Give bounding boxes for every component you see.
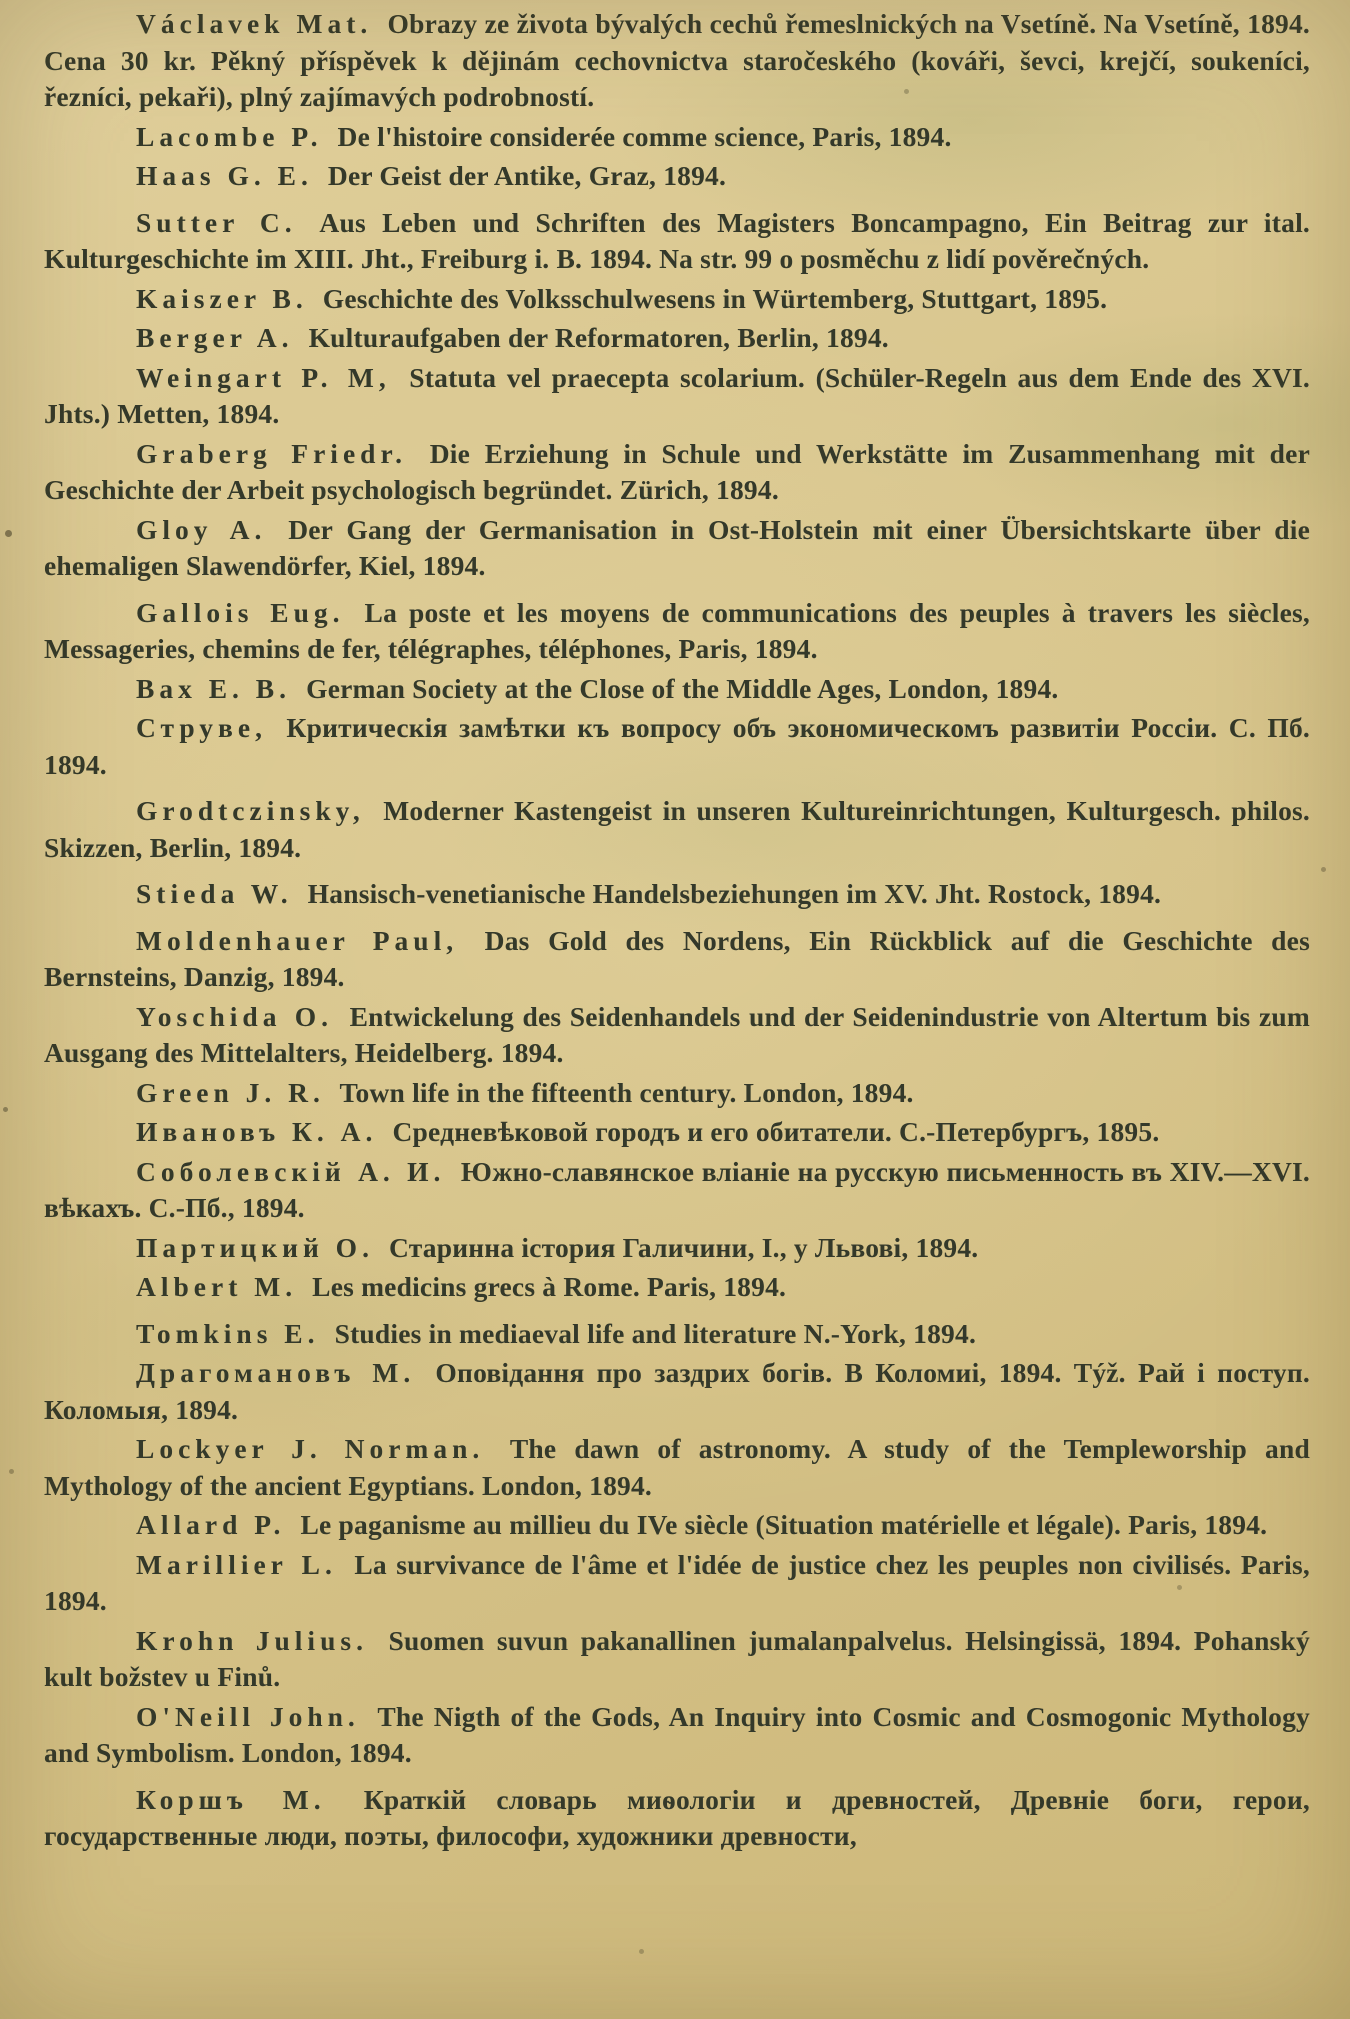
bibliography-entry <box>44 595 1310 668</box>
bibliography-entry <box>44 360 1310 433</box>
bibliography-entry <box>44 6 1310 116</box>
entry-text: Критическія замѣтки къ вопросу объ экономическомъ развитіи Россіи. С. Пб. 1894. <box>44 712 1310 780</box>
bibliography-entry <box>44 205 1310 278</box>
entry-author: Струве, <box>136 712 267 743</box>
entry-author: Драгомановъ М. <box>136 1357 416 1388</box>
bibliography-entry <box>44 671 1310 708</box>
entry-author: Gloy A. <box>136 513 267 545</box>
entry-author: Lockyer J. Norman. <box>136 1433 485 1464</box>
entry-text: The Nigth of the Gods, An Inquiry into Cosmic and Cosmogonic Mythology and Symbolism. London, 1894. <box>44 1700 1311 1768</box>
entry-text: Старинна істория Галичини, I., у Львові, 1894. <box>381 1231 979 1263</box>
bibliography-entry <box>44 1355 1310 1428</box>
entry-author: Kaiszer B. <box>136 282 308 314</box>
entry-text: La survivance de l'âme et l'idée de justice chez les peuples non civilisés. Paris, 1894. <box>44 1548 1310 1616</box>
entry-text: Suomen suvun pakanallinen jumalanpalvelus. Helsingissä, 1894. Pohanský kult božstev u Finů. <box>44 1624 1311 1692</box>
entry-author: Václavek Mat. <box>136 8 373 39</box>
bibliography-entry <box>44 876 1310 913</box>
bibliography-entry <box>44 1623 1310 1696</box>
entry-author: O'Neill John. <box>136 1700 360 1732</box>
entry-text: Das Gold des Nordens, Ein Rückblick auf die Geschichte des Bernsteins, Danzig, 1894. <box>44 924 1310 992</box>
entry-text: Aus Leben und Schriften des Magisters Boncampagno, Ein Beitrag zur ital. Kulturgeschichte im XIII. Jht., Freiburg i. B. 1894. Na str. 99 o posměchu z lidí pověrečných. <box>44 206 1310 274</box>
entry-author: Stieda W. <box>136 878 293 909</box>
entry-author: Albert M. <box>136 1271 298 1302</box>
entry-text: De l'histoire considerée comme science, Paris, 1894. <box>330 120 952 152</box>
bibliography-entry <box>44 1154 1310 1227</box>
entry-author: Haas G. E. <box>136 160 313 191</box>
entry-text: Town life in the fifteenth century. London, 1894. <box>332 1076 914 1108</box>
bibliography-entry <box>44 512 1310 585</box>
entry-text: Les medicins grecs à Rome. Paris, 1894. <box>305 1271 787 1302</box>
entry-text: Der Gang der Germanisation in Ost-Holstein mit einer Übersichtskarte über die ehemaligen Slawendörfer, Kiel, 1894. <box>44 513 1311 581</box>
bibliography-entry <box>44 320 1310 357</box>
entry-text: Der Geist der Antike, Graz, 1894. <box>320 160 727 191</box>
entry-text: Оповідання про заздрих богів. В Коломиі, 1894. Týž. Рай і поступ. Коломыя, 1894. <box>44 1357 1310 1425</box>
bibliography-entry <box>44 1547 1310 1620</box>
entry-author: Соболевскій А. И. <box>136 1155 446 1187</box>
entry-text: Entwickelung des Seidenhandels und der Seidenindustrie von Altertum bis zum Ausgang des Mittelalters, Heidelberg. 1894. <box>44 1000 1310 1068</box>
bibliography-entry <box>44 1269 1310 1306</box>
bibliography-entry <box>44 1075 1310 1112</box>
entry-text: Hansisch-venetianische Handelsbeziehungen im XV. Jht. Rostock, 1894. <box>300 878 1162 909</box>
bibliography-entry <box>44 119 1310 156</box>
entry-text: Obrazy ze života bývalých cechů řemeslnických na Vsetíně. Na Vsetíně, 1894. Cena 30 kr. Pěkný příspěvek k dějinám cechovnictva staročeského (kováři, ševci, krejčí, soukeníci, řezníci, pekaři), plný zajímavých podrobností. <box>44 8 1310 112</box>
entry-text: Kulturaufgaben der Reformatoren, Berlin, 1894. <box>301 322 889 353</box>
entry-text: Южно-славянское вліаніе на русскую письменность въ XIV.—XVI. вѣкахъ. С.-Пб., 1894. <box>44 1155 1310 1223</box>
entry-author: Berger A. <box>136 322 294 353</box>
bibliography-entry <box>44 1230 1310 1267</box>
entry-author: Tomkins E. <box>136 1317 320 1349</box>
entry-text: Краткій словарь миѳологіи и древностей, Древніе боги, герои, государственные люди, поэты, философи, художники древности, <box>44 1783 1311 1851</box>
bibliography-entry <box>44 1699 1310 1772</box>
entry-text: Le paganisme au millieu du IVe siècle (Situation matérielle et légale). Paris, 1894. <box>293 1509 1268 1540</box>
bibliography-entry <box>44 923 1310 996</box>
bibliography-entry <box>44 793 1310 866</box>
bibliography-entry <box>44 1114 1310 1151</box>
bibliography-entry <box>44 281 1310 318</box>
entry-text: Statuta vel praecepta scolarium. (Schüler-Regeln aus dem Ende des XVI. Jhts.) Metten, 1894. <box>44 361 1311 429</box>
entry-author: Sutter C. <box>136 206 297 238</box>
entry-text: Средневѣковой городъ и его обитатели. С.-Петербургъ, 1895. <box>385 1116 1160 1147</box>
bibliography-entry <box>44 1316 1310 1353</box>
entry-text: Geschichte des Volksschulwesens in Würtemberg, Stuttgart, 1895. <box>315 282 1108 314</box>
entry-text: German Society at the Close of the Middle Ages, London, 1894. <box>299 672 1059 704</box>
entry-author: Krohn Julius. <box>136 1624 368 1656</box>
bibliography-entry <box>44 1507 1310 1544</box>
entry-author: Grodtczinsky, <box>136 795 365 826</box>
bibliography-entry <box>44 158 1310 195</box>
entry-author: Green J. R. <box>136 1076 325 1108</box>
bibliography-entry <box>44 436 1310 509</box>
bibliography-entry <box>44 1782 1310 1855</box>
entry-author: Weingart P. M, <box>136 361 391 393</box>
entry-text: Moderner Kastengeist in unseren Kultureinrichtungen, Kulturgesch. philos. Skizzen, Berlin, 1894. <box>44 795 1310 863</box>
entry-author: Marillier L. <box>136 1548 337 1580</box>
entry-author: Graberg Friedr. <box>136 437 407 469</box>
entry-author: Allard P. <box>136 1509 286 1540</box>
entry-text: La poste et les moyens de communications des peuples à travers les siècles, Messageries, chemins de fer, télégraphes, téléphones, Paris, 1894. <box>44 596 1310 664</box>
entry-author: Lacombe P. <box>136 120 323 152</box>
bibliography-entry <box>44 1431 1310 1504</box>
entry-author: Коршъ М. <box>136 1783 326 1815</box>
bibliography-entry <box>44 710 1310 783</box>
entry-author: Bax E. B. <box>136 672 292 704</box>
entry-author: Moldenhauer Paul, <box>136 924 459 956</box>
entry-author: Gallois Eug. <box>136 596 345 628</box>
entry-text: The dawn of astronomy. A study of the Templeworship and Mythology of the ancient Egyptians. London, 1894. <box>44 1433 1310 1501</box>
entry-author: Yoschida O. <box>136 1000 334 1032</box>
bibliography-entry <box>44 999 1310 1072</box>
entry-author: Партицкий О. <box>136 1231 374 1263</box>
entry-text: Studies in mediaeval life and literature N.-York, 1894. <box>327 1317 977 1349</box>
entry-author: Ивановъ К. А. <box>136 1116 378 1147</box>
entry-text: Die Erziehung in Schule und Werkstätte im Zusammenhang mit der Geschichte der Arbeit psychologisch begründet. Zürich, 1894. <box>44 437 1310 505</box>
